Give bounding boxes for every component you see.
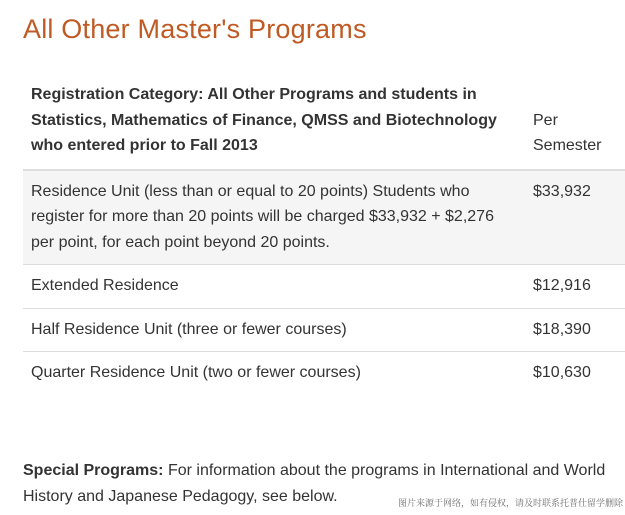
row-category: Half Residence Unit (three or fewer courses) [23,308,525,352]
row-price: $33,932 [525,170,625,265]
table-header-row [23,78,625,170]
header-per-semester: Per Semester [525,78,625,170]
row-price: $10,630 [525,352,625,395]
row-category: Residence Unit (less than or equal to 20 points) Students who register for more than 20 points will be charged $33,932 + $2,276 per point, for each point beyond 20 points. [23,170,525,265]
row-category: Quarter Residence Unit (two or fewer courses) [23,352,525,395]
page-title: All Other Master's Programs [23,14,367,44]
table-row [23,265,625,309]
special-programs-text: For information about the programs in International and World History and Japanese Pedagogy, see below. [23,462,606,505]
table-row [23,170,625,265]
table-row [23,352,625,395]
watermark: 图片来源于网络，如有侵权，请及时联系托普仕留学删除 [397,498,623,508]
row-category: Extended Residence [23,265,525,309]
special-programs-lead: Special Programs: [23,462,164,479]
row-price: $18,390 [525,308,625,352]
row-price: $12,916 [525,265,625,309]
header-registration-category: Registration Category: All Other Programs and students in Statistics, Mathematics of Finance, QMSS and Biotechnology who entered prior to Fall 2013 [23,78,525,170]
tuition-table [23,78,625,395]
table-row [23,308,625,352]
